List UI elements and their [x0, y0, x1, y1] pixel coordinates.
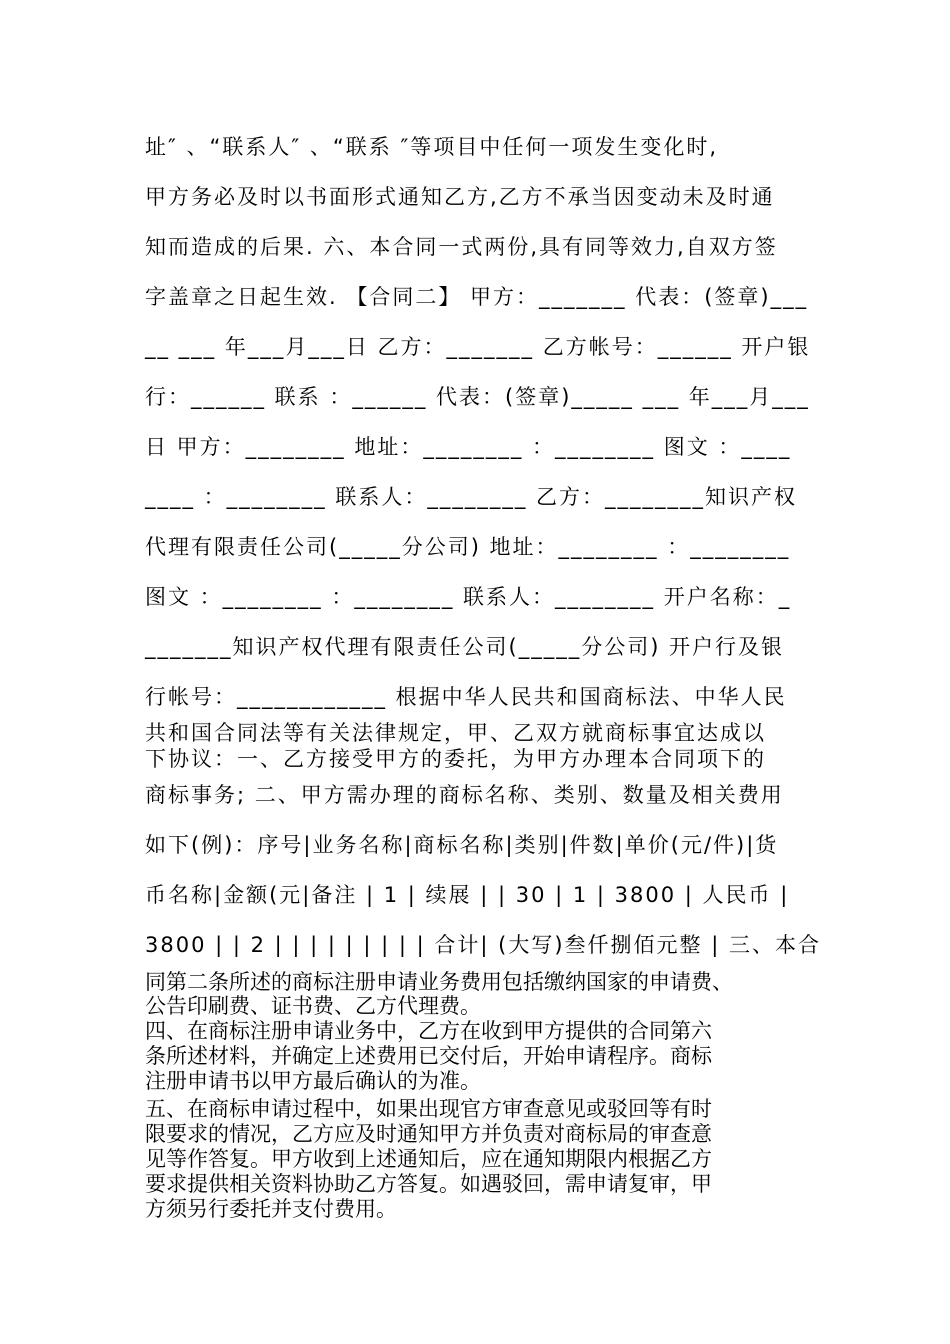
text-line: 知而造成的后果. 六、本合同一式两份,具有同等效力,自双方签	[145, 235, 778, 259]
text-line: 五、在商标申请过程中，如果出现官方审查意见或驳回等有时	[145, 1097, 712, 1121]
text-line: 注册申请书以甲方最后确认的为准。	[145, 1069, 481, 1093]
text-line: 图文 ：________ ：________ 联系人：________ 开户名称：_	[145, 585, 792, 609]
text-line: 条所述材料，并确定上述费用已交付后，开始申请程序。商标	[145, 1044, 712, 1068]
text-line: 公告印刷费、证书费、乙方代理费。	[145, 994, 481, 1018]
text-line: 要求提供相关资料协助乙方答复。如遇驳回，需申请复审，甲	[145, 1172, 712, 1196]
text-line: 行：______ 联系 ：______ 代表：(签章)_____ ___ 年___月___	[145, 385, 810, 409]
text-line: _______知识产权代理有限责任公司(_____分公司) 开户行及银	[145, 635, 785, 659]
text-line: 见等作答复。甲方收到上述通知后，应在通知期限内根据乙方	[145, 1147, 712, 1171]
text-line: 共和国合同法等有关法律规定，甲、乙双方就商标事宜达成以	[145, 721, 766, 745]
text-line: 代理有限责任公司(_____分公司) 地址：________ ：________	[145, 535, 791, 559]
text-line: 3800 | | 2 | | | | | | | | | 合计| (大写)叁仟捌佰元整 | 三、本合	[145, 933, 821, 957]
text-line: 行帐号：____________ 根据中华人民共和国商标法、中华人民	[145, 685, 787, 709]
text-line: 币名称|金额(元|备注 | 1 | 续展 | | 30 | 1 | 3800 | 人民币 |	[145, 883, 790, 907]
text-line: 如下(例)：序号|业务名称|商标名称|类别|件数|单价(元/件)|货	[145, 833, 779, 857]
text-line: ____ ：________ 联系人：________ 乙方：________知识产权	[145, 485, 798, 509]
text-line: 同第二条所述的商标注册申请业务费用包括缴纳国家的申请费、	[145, 970, 733, 994]
text-line: __ ___ 年___月___日 乙方：_______ 乙方帐号：______ 开户银	[145, 335, 811, 359]
text-line: 限要求的情况，乙方应及时通知甲方并负责对商标局的审查意	[145, 1122, 712, 1146]
text-line: 址″ 、“联系人″ 、“联系 ″等项目中任何一项发生变化时,	[145, 135, 718, 159]
text-line: 四、在商标注册申请业务中，乙方在收到甲方提供的合同第六	[145, 1019, 712, 1043]
text-line: 方须另行委托并支付费用。	[145, 1197, 397, 1221]
text-line: 甲方务必及时以书面形式通知乙方,乙方不承当因变动未及时通	[145, 185, 775, 209]
text-line: 下协议：一、乙方接受甲方的委托，为甲方办理本合同项下的	[145, 747, 766, 771]
text-line: 商标事务; 二、甲方需办理的商标名称、类别、数量及相关费用	[145, 783, 784, 807]
text-line: 字盖章之日起生效. 【合同二】 甲方：_______ 代表：(签章)___	[145, 285, 809, 309]
text-line: 日 甲方：________ 地址：________ ：________ 图文 ：____	[145, 435, 792, 459]
